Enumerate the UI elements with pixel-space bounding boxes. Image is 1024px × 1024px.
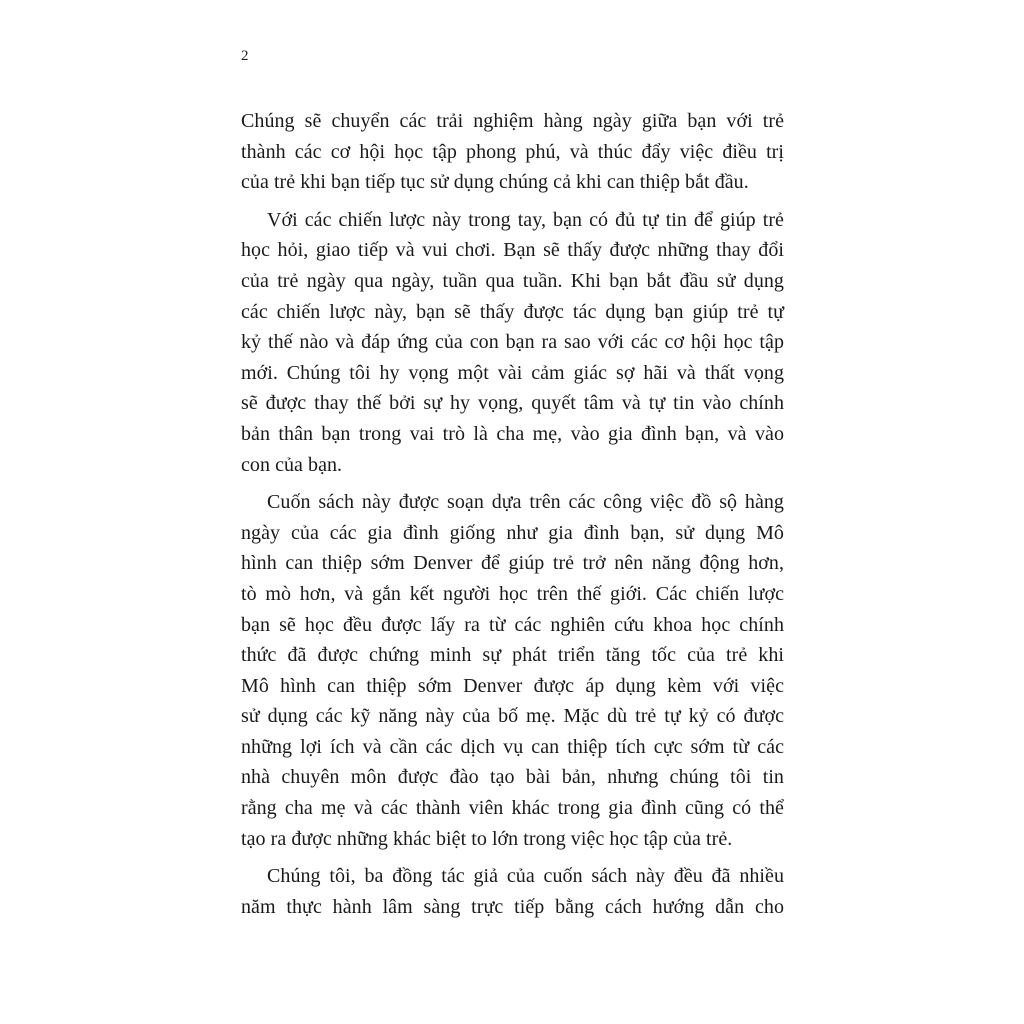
text-line: tạo ra được những khác biệt to lớn trong việc học tập của trẻ.	[241, 827, 733, 850]
paragraph	[241, 205, 784, 480]
page-number: 2	[241, 48, 249, 64]
text-line: của trẻ khi bạn tiếp tục sử dụng chúng cả khi can thiệp bắt đầu.	[241, 171, 749, 194]
text-line: con của bạn.	[241, 453, 343, 476]
text-line: Mô hình can thiệp sớm Denver được áp dụng kèm với việc	[241, 674, 784, 697]
text-line: mới. Chúng tôi hy vọng một vài cảm giác sợ hãi và thất vọng	[241, 361, 784, 384]
paragraph	[241, 106, 784, 198]
text-line: Chúng tôi, ba đồng tác giả của cuốn sách này đều đã nhiều	[267, 865, 784, 888]
text-line: sẽ được thay thế bởi sự hy vọng, quyết tâm và tự tin vào chính	[241, 392, 784, 415]
text-line: hình can thiệp sớm Denver để giúp trẻ trở nên năng động hơn,	[241, 552, 784, 575]
text-line: năm thực hành lâm sàng trực tiếp bằng cách hướng dẫn cho	[241, 895, 784, 918]
text-line: những lợi ích và cần các dịch vụ can thiệp tích cực sớm từ các	[241, 735, 784, 758]
text-line: sử dụng các kỹ năng này của bố mẹ. Mặc dù trẻ tự kỷ có được	[241, 705, 784, 728]
text-line: kỷ thế nào và đáp ứng của con bạn ra sao với các cơ hội học tập	[241, 331, 784, 354]
text-line: học hỏi, giao tiếp và vui chơi. Bạn sẽ thấy được những thay đổi	[241, 239, 784, 262]
text-line: ngày của các gia đình giống như gia đình bạn, sử dụng Mô	[241, 521, 784, 544]
text-line: Với các chiến lược này trong tay, bạn có đủ tự tin để giúp trẻ	[267, 208, 784, 231]
text-line: của trẻ ngày qua ngày, tuần qua tuần. Khi bạn bắt đầu sử dụng	[241, 269, 784, 292]
paragraph	[241, 487, 784, 854]
text-line: thành các cơ hội học tập phong phú, và thúc đẩy việc điều trị	[241, 140, 784, 163]
paragraph	[241, 861, 784, 922]
text-line: nhà chuyên môn được đào tạo bài bản, nhưng chúng tôi tin	[241, 766, 784, 789]
text-line: bản thân bạn trong vai trò là cha mẹ, vào gia đình bạn, và vào	[241, 422, 784, 445]
text-line: bạn sẽ học đều được lấy ra từ các nghiên cứu khoa học chính	[241, 613, 784, 636]
text-line: tò mò hơn, và gắn kết người học trên thế giới. Các chiến lược	[241, 582, 784, 605]
text-line: rằng cha mẹ và các thành viên khác trong gia đình cũng có thể	[241, 797, 784, 820]
text-line: thức đã được chứng minh sự phát triển tăng tốc của trẻ khi	[241, 644, 784, 667]
body-text	[241, 106, 784, 929]
text-line: Chúng sẽ chuyển các trải nghiệm hàng ngày giữa bạn với trẻ	[241, 110, 784, 132]
text-line: các chiến lược này, bạn sẽ thấy được tác dụng bạn giúp trẻ tự	[241, 300, 784, 323]
text-line: Cuốn sách này được soạn dựa trên các công việc đồ sộ hàng	[267, 491, 784, 514]
